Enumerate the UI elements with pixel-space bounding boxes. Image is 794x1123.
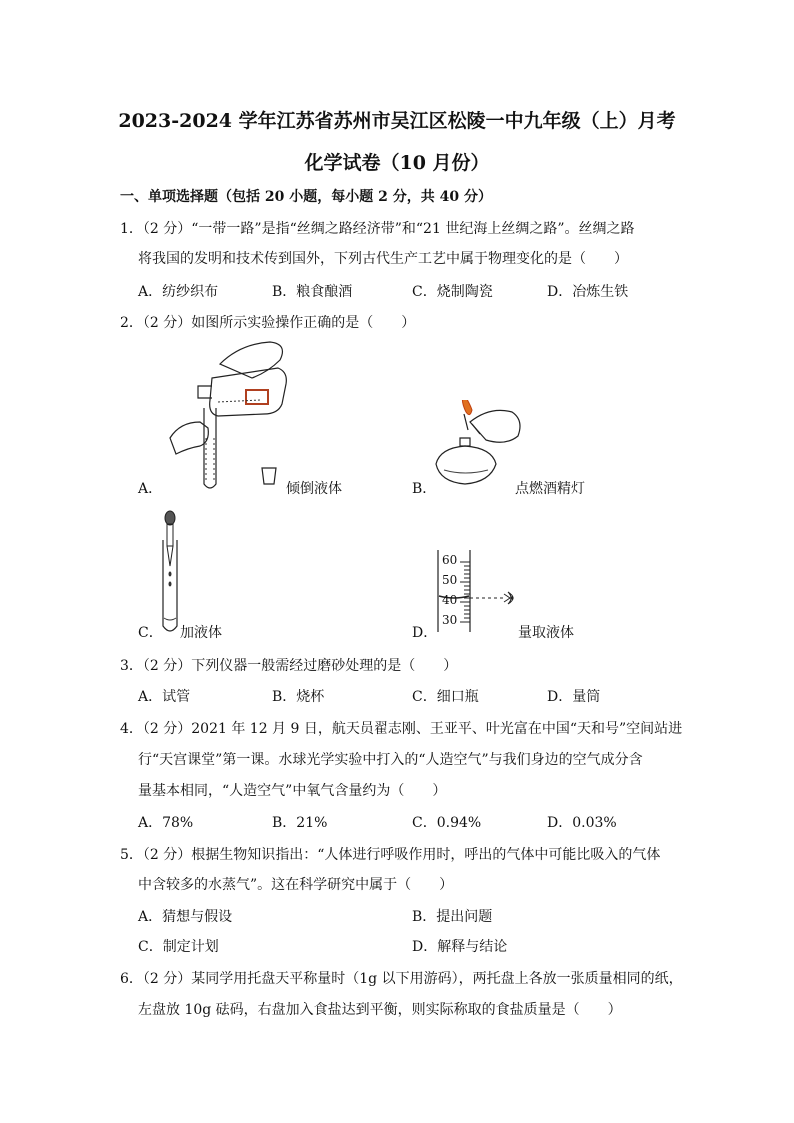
- q3-option-b[interactable]: B．烧杯: [272, 689, 325, 705]
- q1-option-c[interactable]: C．烧制陶瓷: [412, 284, 493, 300]
- q2-caption-c: 加液体: [180, 625, 222, 641]
- q4-option-b[interactable]: B．21%: [272, 815, 328, 831]
- q2-caption-a: 倾倒液体: [286, 481, 342, 497]
- q4-stem-line2: 行“天宫课堂”第一课。水球光学实验中打入的“人造空气”与我们身边的空气成分含: [138, 752, 643, 768]
- exam-title-line1: 2023-2024 学年江苏省苏州市吴江区松陵一中九年级（上）月考: [118, 110, 676, 132]
- q1-stem-line2: 将我国的发明和技术传到国外，下列古代生产工艺中属于物理变化的是（ ）: [138, 251, 628, 267]
- q6-stem-line2: 左盘放 10g 砝码，右盘加入食盐达到平衡，则实际称取的食盐质量是（ ）: [138, 1002, 622, 1018]
- q5-option-a[interactable]: A．猜想与假设: [138, 909, 233, 925]
- q2-option-d[interactable]: D．: [412, 625, 438, 641]
- q2-caption-d: 量取液体: [518, 625, 574, 641]
- q5-stem-line2: 中含较多的水蒸气”。这在科学研究中属于（ ）: [138, 877, 454, 893]
- q5-option-d[interactable]: D．解释与结论: [412, 939, 508, 955]
- q4-option-c[interactable]: C．0.94%: [412, 815, 482, 831]
- q4-option-d[interactable]: D．0.03%: [547, 815, 617, 831]
- figure-dropper: [155, 510, 185, 638]
- figure-pour-liquid: [160, 338, 310, 494]
- q2-option-c[interactable]: C．: [138, 625, 163, 641]
- q2-caption-b: 点燃酒精灯: [515, 481, 585, 497]
- cylinder-tick-30: 30: [442, 613, 458, 627]
- q2-option-a[interactable]: A．: [138, 481, 163, 497]
- q6-stem-line1: 6．（2 分）某同学用托盘天平称量时（1g 以下用游码），两托盘上各放一张质量相同的纸，: [120, 971, 683, 987]
- cylinder-tick-40: 40: [442, 593, 458, 607]
- q2-stem: 2．（2 分）如图所示实验操作正确的是（ ）: [120, 315, 416, 331]
- q5-stem-line1: 5．（2 分）根据生物知识指出：“人体进行呼吸作用时，呼出的气体中可能比吸入的气体: [120, 847, 661, 863]
- cylinder-tick-60: 60: [442, 553, 458, 567]
- q3-option-d[interactable]: D．量筒: [547, 689, 601, 705]
- exam-title-line2: 化学试卷（10 月份）: [304, 152, 490, 174]
- q1-stem-line1: 1．（2 分）“一带一路”是指“丝绸之路经济带”和“21 世纪海上丝绸之路”。丝绸之路: [120, 221, 635, 237]
- q3-stem: 3．（2 分）下列仪器一般需经过磨砂处理的是（ ）: [120, 658, 458, 674]
- q5-option-b[interactable]: B．提出问题: [412, 909, 493, 925]
- cylinder-tick-50: 50: [442, 573, 458, 587]
- q4-stem-line1: 4．（2 分）2021 年 12 月 9 日，航天员翟志刚、王亚平、叶光富在中国“天和号”空间站进: [120, 721, 683, 737]
- q5-option-c[interactable]: C．制定计划: [138, 939, 219, 955]
- q3-option-c[interactable]: C．细口瓶: [412, 689, 479, 705]
- q4-stem-line3: 量基本相同，“人造空气”中氧气含量约为（ ）: [138, 783, 447, 799]
- q1-option-b[interactable]: B．粮食酿酒: [272, 284, 353, 300]
- q1-option-d[interactable]: D．冶炼生铁: [547, 284, 629, 300]
- q3-option-a[interactable]: A．试管: [138, 689, 191, 705]
- q4-option-a[interactable]: A．78%: [138, 815, 194, 831]
- q1-option-a[interactable]: A．纺纱织布: [138, 284, 219, 300]
- q2-option-b[interactable]: B．: [412, 481, 437, 497]
- section-heading: 一、单项选择题（包括 20 小题，每小题 2 分，共 40 分）: [120, 189, 492, 205]
